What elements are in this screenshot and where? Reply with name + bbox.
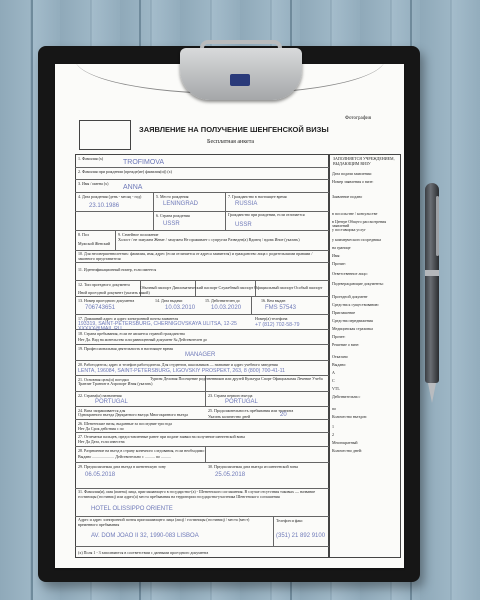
first-name-value[interactable]: ANNA xyxy=(123,184,143,191)
phone-label: Номер(а) телефона xyxy=(255,316,288,321)
prev-visas-label: 26. Шенгенские визы, выданные за последние три года xyxy=(78,421,172,426)
occupation-label: 19. Профессиональная деятельность в настоящее время xyxy=(78,346,173,351)
official-use-item: Дата подачи заявления: xyxy=(332,171,372,176)
dob-value[interactable]: 23.10.1986 xyxy=(89,203,120,209)
official-use-item: Средства к существованию xyxy=(332,301,379,307)
official-use-item: Имя: xyxy=(332,252,341,258)
official-use-item: Решение о визе: xyxy=(332,342,360,348)
host-addr-label: Адрес и адрес электронной почты приглашающего лица (лиц) / гостиницы (гостиниц) / места (мест) временного пребывания xyxy=(78,517,250,527)
arrival-value[interactable]: 06.05.2018 xyxy=(85,472,116,478)
permit-label: 28. Разрешение на въезд в страну конечного следования, если необходимо xyxy=(78,448,205,453)
entries-options[interactable]: Однократного въезда Двукратного въезда Многократного въезда xyxy=(78,412,188,417)
official-use-item: Приглашение xyxy=(332,309,356,315)
official-use-item: Проездной документ xyxy=(332,293,368,299)
issue-label: 14. Дата выдачи xyxy=(155,298,183,303)
official-use-item: Прочие: xyxy=(332,260,346,266)
official-use-item: Многократный xyxy=(332,439,358,445)
issuer-label: 16. Кем выдан xyxy=(261,298,286,303)
official-use-item: Количество въездов: xyxy=(332,413,368,419)
address-label: 17. Домашний адрес и адрес электронной почты заявителя xyxy=(78,316,179,321)
official-use-item: VTL xyxy=(332,386,340,392)
pob-value[interactable]: LENINGRAD xyxy=(163,201,199,207)
valid-value[interactable]: 10.03.2020 xyxy=(211,305,242,311)
doc-type-options[interactable]: Обычный паспорт Дипломатический паспорт Служебный паспорт Официальный паспорт Особый паспорт Иной проездной документ (указать какой) xyxy=(78,285,323,295)
employer-value[interactable]: LENTA, 196084, SAINT-PETERSBURG, LIGOVSKIY PROSPEKT, 263, 8 (800) 700-41-11 xyxy=(78,368,286,374)
occupation-value[interactable]: MANAGER xyxy=(185,352,216,358)
official-use-item: A xyxy=(332,370,335,375)
nat-label: 7. Гражданство в настоящее время xyxy=(228,194,287,199)
fingerprints-label: 27. Отпечатки пальцев, предоставленные ранее при подаче заявки на получение шенгенской визы xyxy=(78,434,245,439)
doc-num-label: 13. Номер проездного документа xyxy=(78,298,135,303)
idnum-label: 11. Идентификационный номер, если имеется xyxy=(78,267,157,272)
address-value[interactable]: 193319, SAINT-PETERSBURG, CHERNIGOVSKAYA ULITSA, 12-25 xyxy=(78,321,237,327)
surname-value[interactable]: TROFIMOVA xyxy=(123,159,165,166)
first-entry-value[interactable]: PORTUGAL xyxy=(225,399,258,405)
official-use-item: Количество дней: xyxy=(332,448,363,453)
dest-label: 22. Страна(ы) назначения xyxy=(78,393,122,398)
official-use-item: Медицинская страховка xyxy=(332,326,373,332)
footnote: (x) Поля 1 - 3 заполняются в соответствии с данными проездного документа xyxy=(78,550,209,555)
official-use-item: у коммерческого посредника xyxy=(332,236,382,242)
official-use-item: в Центре Общего рассмотрения заявлений xyxy=(332,218,387,229)
email-value[interactable]: XXXXX@MAIL.RU xyxy=(78,326,122,332)
form-title: ЗАЯВЛЕНИЕ НА ПОЛУЧЕНИЕ ШЕНГЕНСКОЙ ВИЗЫ xyxy=(139,125,329,134)
prev-visas-options[interactable]: Нет Да Срок действия с по xyxy=(78,426,124,431)
official-use-item: у поставщика услуг xyxy=(332,226,366,232)
arrival-label: 29. Предполагаемая дата въезда в шенгенскую зону xyxy=(78,464,166,469)
official-use-item: C xyxy=(332,378,335,384)
permit-hint: Выдано ...................... Действительно с .......... по .......... xyxy=(78,454,171,459)
first-entry-label: 23. Страна первого въезда xyxy=(208,393,253,398)
marital-label: 9. Семейное положение xyxy=(118,232,159,237)
official-use-item: Подтверждающие документы: xyxy=(332,280,384,286)
surname-label: 1. Фамилия (x) xyxy=(78,156,104,161)
pen-band xyxy=(425,270,439,276)
official-use-item: 2 xyxy=(332,431,334,437)
host-label: 31. Фамилия(и), имя (имена) лица, приглашающего в государство-(а) - Шенгенского соглашения. В случае отсутствия таковых — название гостиницы (гостиниц) или адрес(а) места пребывания на территории государства-участника Шенгенского соглашения xyxy=(78,489,316,499)
purpose-label: 21. Основная цель(и) поездки xyxy=(78,377,129,382)
official-use-item: Заявление подано xyxy=(332,194,363,199)
pob-label: 5. Место рождения xyxy=(156,194,189,199)
form-subtitle: Бесплатная анкета xyxy=(207,139,255,145)
eu-flag-icon xyxy=(230,74,250,86)
official-use-item: Прочее: xyxy=(332,334,346,340)
employer-label: 20. Работодатель; адрес и телефон работодателя. Для студентов, школьников — название и адрес учебного заведения xyxy=(78,362,278,367)
duration-label: 25. Продолжительность пребывания или транзита xyxy=(208,408,294,413)
dest-value[interactable]: PORTUGAL xyxy=(95,399,128,405)
nat-birth-value[interactable]: USSR xyxy=(235,222,252,228)
pen-tip xyxy=(428,383,436,403)
departure-label: 30. Предполагаемая дата выезда из шенгенской зоны xyxy=(208,464,299,469)
official-use-item: Действительна с xyxy=(332,394,361,400)
issue-value[interactable]: 10.03.2010 xyxy=(165,305,196,311)
official-use-item: Отказано xyxy=(332,353,348,359)
visa-application-form xyxy=(55,64,404,568)
sex-label: 8. Пол xyxy=(78,232,89,237)
official-use-item: в посольстве / консульстве xyxy=(332,210,378,216)
sex-options[interactable]: Мужской Женский xyxy=(78,241,111,246)
official-use-item: 1 xyxy=(332,423,334,429)
official-use-item: по xyxy=(332,405,337,411)
entries-label: 24. Виза запрашивается для xyxy=(78,408,126,413)
pen-clip xyxy=(436,196,439,256)
valid-label: 15. Действителен до xyxy=(205,298,240,303)
host-phone-value[interactable]: (351) 21 892 9100 xyxy=(276,533,326,539)
duration-hint: Указать количество дней xyxy=(208,414,251,419)
barcode-box xyxy=(79,120,131,150)
photo-box xyxy=(325,109,401,149)
plank-gap xyxy=(31,0,33,600)
doc-type-label: 12. Тип проездного документа xyxy=(78,282,130,287)
official-use-item: Ответственное лицо: xyxy=(332,270,368,276)
first-name-label: 3. Имя / имена (x) xyxy=(78,181,109,186)
dob-label: 4. Дата рождения (день - месяц - год) xyxy=(78,194,142,199)
official-use-item: Средства передвижения xyxy=(332,318,373,323)
nat-birth-label: Гражданство при рождении, если отличается xyxy=(228,212,305,217)
nat-value[interactable]: RUSSIA xyxy=(235,201,258,207)
phone-value[interactable]: +7 (812) 702-58-79 xyxy=(255,322,300,328)
minor-label: 10. Для несовершеннолетних: фамилия, имя, адрес (если отличается от адреса заявителя) и гражданство лица с родительскими правами / законного представителя xyxy=(78,251,313,261)
host-addr-value[interactable]: AV. DOM JOAO II 32, 1990-083 LISBOA xyxy=(91,533,199,539)
residence-options[interactable]: Нет Да. Вид на жительство или равноценный документ № Действителен до xyxy=(78,337,208,342)
official-use-item: на границе xyxy=(332,244,351,250)
photo-label: Фотография xyxy=(345,116,371,121)
birth-surname-label: 2. Фамилия при рождении (прежде(ие) фамилия(и)) (x) xyxy=(78,169,172,174)
duration-value[interactable]: 20 xyxy=(280,412,287,418)
marital-options[interactable]: Холост / не замужем Женат / замужем Не проживает с супругом Разведен(а) Вдовец / вдова Иное (указать) xyxy=(118,237,300,242)
host-value[interactable]: HOTEL OLISSIPPO ORIENTE xyxy=(91,506,173,512)
official-use-item: Выдано: xyxy=(332,361,347,367)
official-use-item: Номер заявления о визе: xyxy=(332,179,374,185)
departure-value[interactable]: 25.05.2018 xyxy=(215,472,246,478)
issuer-value[interactable]: FMS 57543 xyxy=(265,305,297,311)
host-phone-label: Телефон и факс xyxy=(276,518,303,523)
cob-value[interactable]: USSR xyxy=(163,221,180,227)
fingerprints-options[interactable]: Нет Да Дата, если известна xyxy=(78,439,125,444)
purpose-options[interactable]: Туризм Деловая Посещение родственников или друзей Культура Спорт Официальная Лечение Учеба Транзит Транзит в Аэропорт Иная (указать) xyxy=(78,376,323,386)
residence-label: 18. Страна пребывания, если не является страной гражданства xyxy=(78,331,185,336)
doc-num-value[interactable]: 706743651 xyxy=(85,305,116,311)
cob-label: 6. Страна рождения xyxy=(156,213,190,218)
official-use-header: ЗАПОЛНЯЕТСЯ УЧРЕЖДЕНИЕМ, ВЫДАЮЩИМ ВИЗУ xyxy=(333,156,395,166)
